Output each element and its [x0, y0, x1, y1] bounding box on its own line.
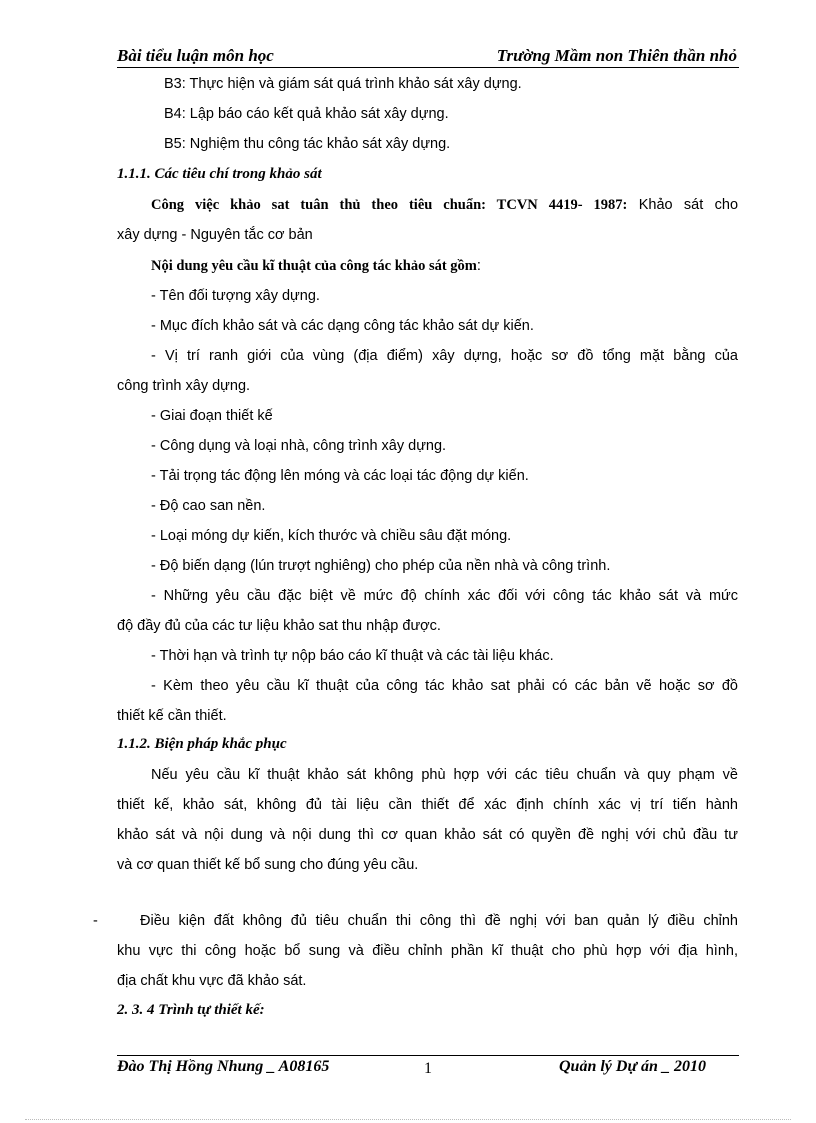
list-item: - Độ biến dạng (lún trượt nghiêng) cho phép của nền nhà và công trình. — [151, 558, 611, 574]
list-item: - Thời hạn và trình tự nộp báo cáo kĩ thuật và các tài liệu khác. — [151, 648, 554, 664]
requirements-colon: : — [476, 258, 481, 274]
requirements-heading — [151, 258, 481, 275]
list-item: - Tên đối tượng xây dựng. — [151, 288, 320, 304]
header-right-text: Trường Mầm non Thiên thần nhỏ — [496, 46, 737, 65]
paragraph-line: địa chất khu vực đã khảo sát. — [117, 973, 307, 989]
paragraph-line: khu vực thi công hoặc bổ sung và điều chỉnh phần kĩ thuật cho phù hợp với địa hình, — [117, 943, 738, 959]
paragraph-line: Nếu yêu cầu kĩ thuật khảo sát không phù hợp với các tiêu chuẩn và quy phạm về — [151, 767, 738, 783]
standard-line-1 — [151, 197, 738, 214]
list-item: - Mục đích khảo sát và các dạng công tác khảo sát dự kiến. — [151, 318, 534, 334]
paragraph-line: khảo sát và nội dung và nội dung thì cơ quan khảo sát có quyền đề nghị với chủ đầu tư — [117, 827, 738, 843]
standard-line-2: xây dựng - Nguyên tắc cơ bản — [117, 227, 313, 243]
list-item: - Loại móng dự kiến, kích thước và chiều sâu đặt móng. — [151, 528, 512, 544]
header-rule — [117, 67, 739, 68]
paragraph-line: và cơ quan thiết kế bổ sung cho đúng yêu cầu. — [117, 857, 419, 873]
step-b4: B4: Lập báo cáo kết quả khảo sát xây dựng. — [164, 106, 449, 122]
list-item: - Kèm theo yêu cầu kĩ thuật của công tác khảo sat phải có các bản vẽ hoặc sơ đồ — [151, 678, 738, 694]
page-number: 1 — [424, 1060, 432, 1077]
step-b3: B3: Thực hiện và giám sát quá trình khảo sát xây dựng. — [164, 76, 522, 92]
footer-rule — [117, 1055, 739, 1056]
list-item: - Giai đoạn thiết kế — [151, 408, 273, 424]
list-item: - Tải trọng tác động lên móng và các loại tác động dự kiến. — [151, 468, 529, 484]
step-b5: B5: Nghiệm thu công tác khảo sát xây dựng. — [164, 136, 451, 152]
paragraph-line: thiết kế, khảo sát, không đủ tài liệu cần thiết để xác định chính xác vị trí tiến hành — [117, 797, 738, 813]
heading-1-1-1: 1.1.1. Các tiêu chí trong khảo sát — [117, 166, 322, 182]
standard-bold-text: Công việc khảo sat tuân thủ theo tiêu chuẩn: TCVN 4419- 1987: — [151, 197, 628, 213]
header-left-text: Bài tiểu luận môn học — [117, 46, 274, 65]
heading-1-1-2: 1.1.2. Biện pháp khắc phục — [117, 736, 287, 752]
page-bottom-dotted-line — [25, 1119, 791, 1120]
list-item: - Vị trí ranh giới của vùng (địa điểm) xây dựng, hoặc sơ đồ tổng mặt bằng của — [151, 348, 738, 364]
footer-left-text: Đào Thị Hồng Nhung _ A08165 — [117, 1058, 330, 1075]
standard-rest-text: Khảo sát cho — [627, 197, 739, 213]
list-item-continuation: độ đầy đủ của các tư liệu khảo sat thu nhập được. — [117, 618, 441, 634]
bullet-dash: - — [93, 913, 98, 929]
list-item-continuation: thiết kế cần thiết. — [117, 708, 227, 724]
list-item-continuation: công trình xây dựng. — [117, 378, 251, 394]
list-item: - Công dụng và loại nhà, công trình xây dựng. — [151, 438, 447, 454]
list-item: - Độ cao san nền. — [151, 498, 266, 514]
paragraph-line: Điều kiện đất không đủ tiêu chuẩn thi công thì đề nghị với ban quản lý điều chỉnh — [140, 913, 738, 929]
list-item: - Những yêu cầu đặc biệt về mức độ chính xác đối với công tác khảo sát và mức — [151, 588, 738, 604]
footer-right-text: Quản lý Dự án _ 2010 — [559, 1058, 706, 1075]
requirements-bold-text: Nội dung yêu cầu kĩ thuật của công tác khảo sát gồm — [151, 258, 477, 274]
heading-2-3-4: 2. 3. 4 Trình tự thiết kế: — [117, 1002, 265, 1018]
